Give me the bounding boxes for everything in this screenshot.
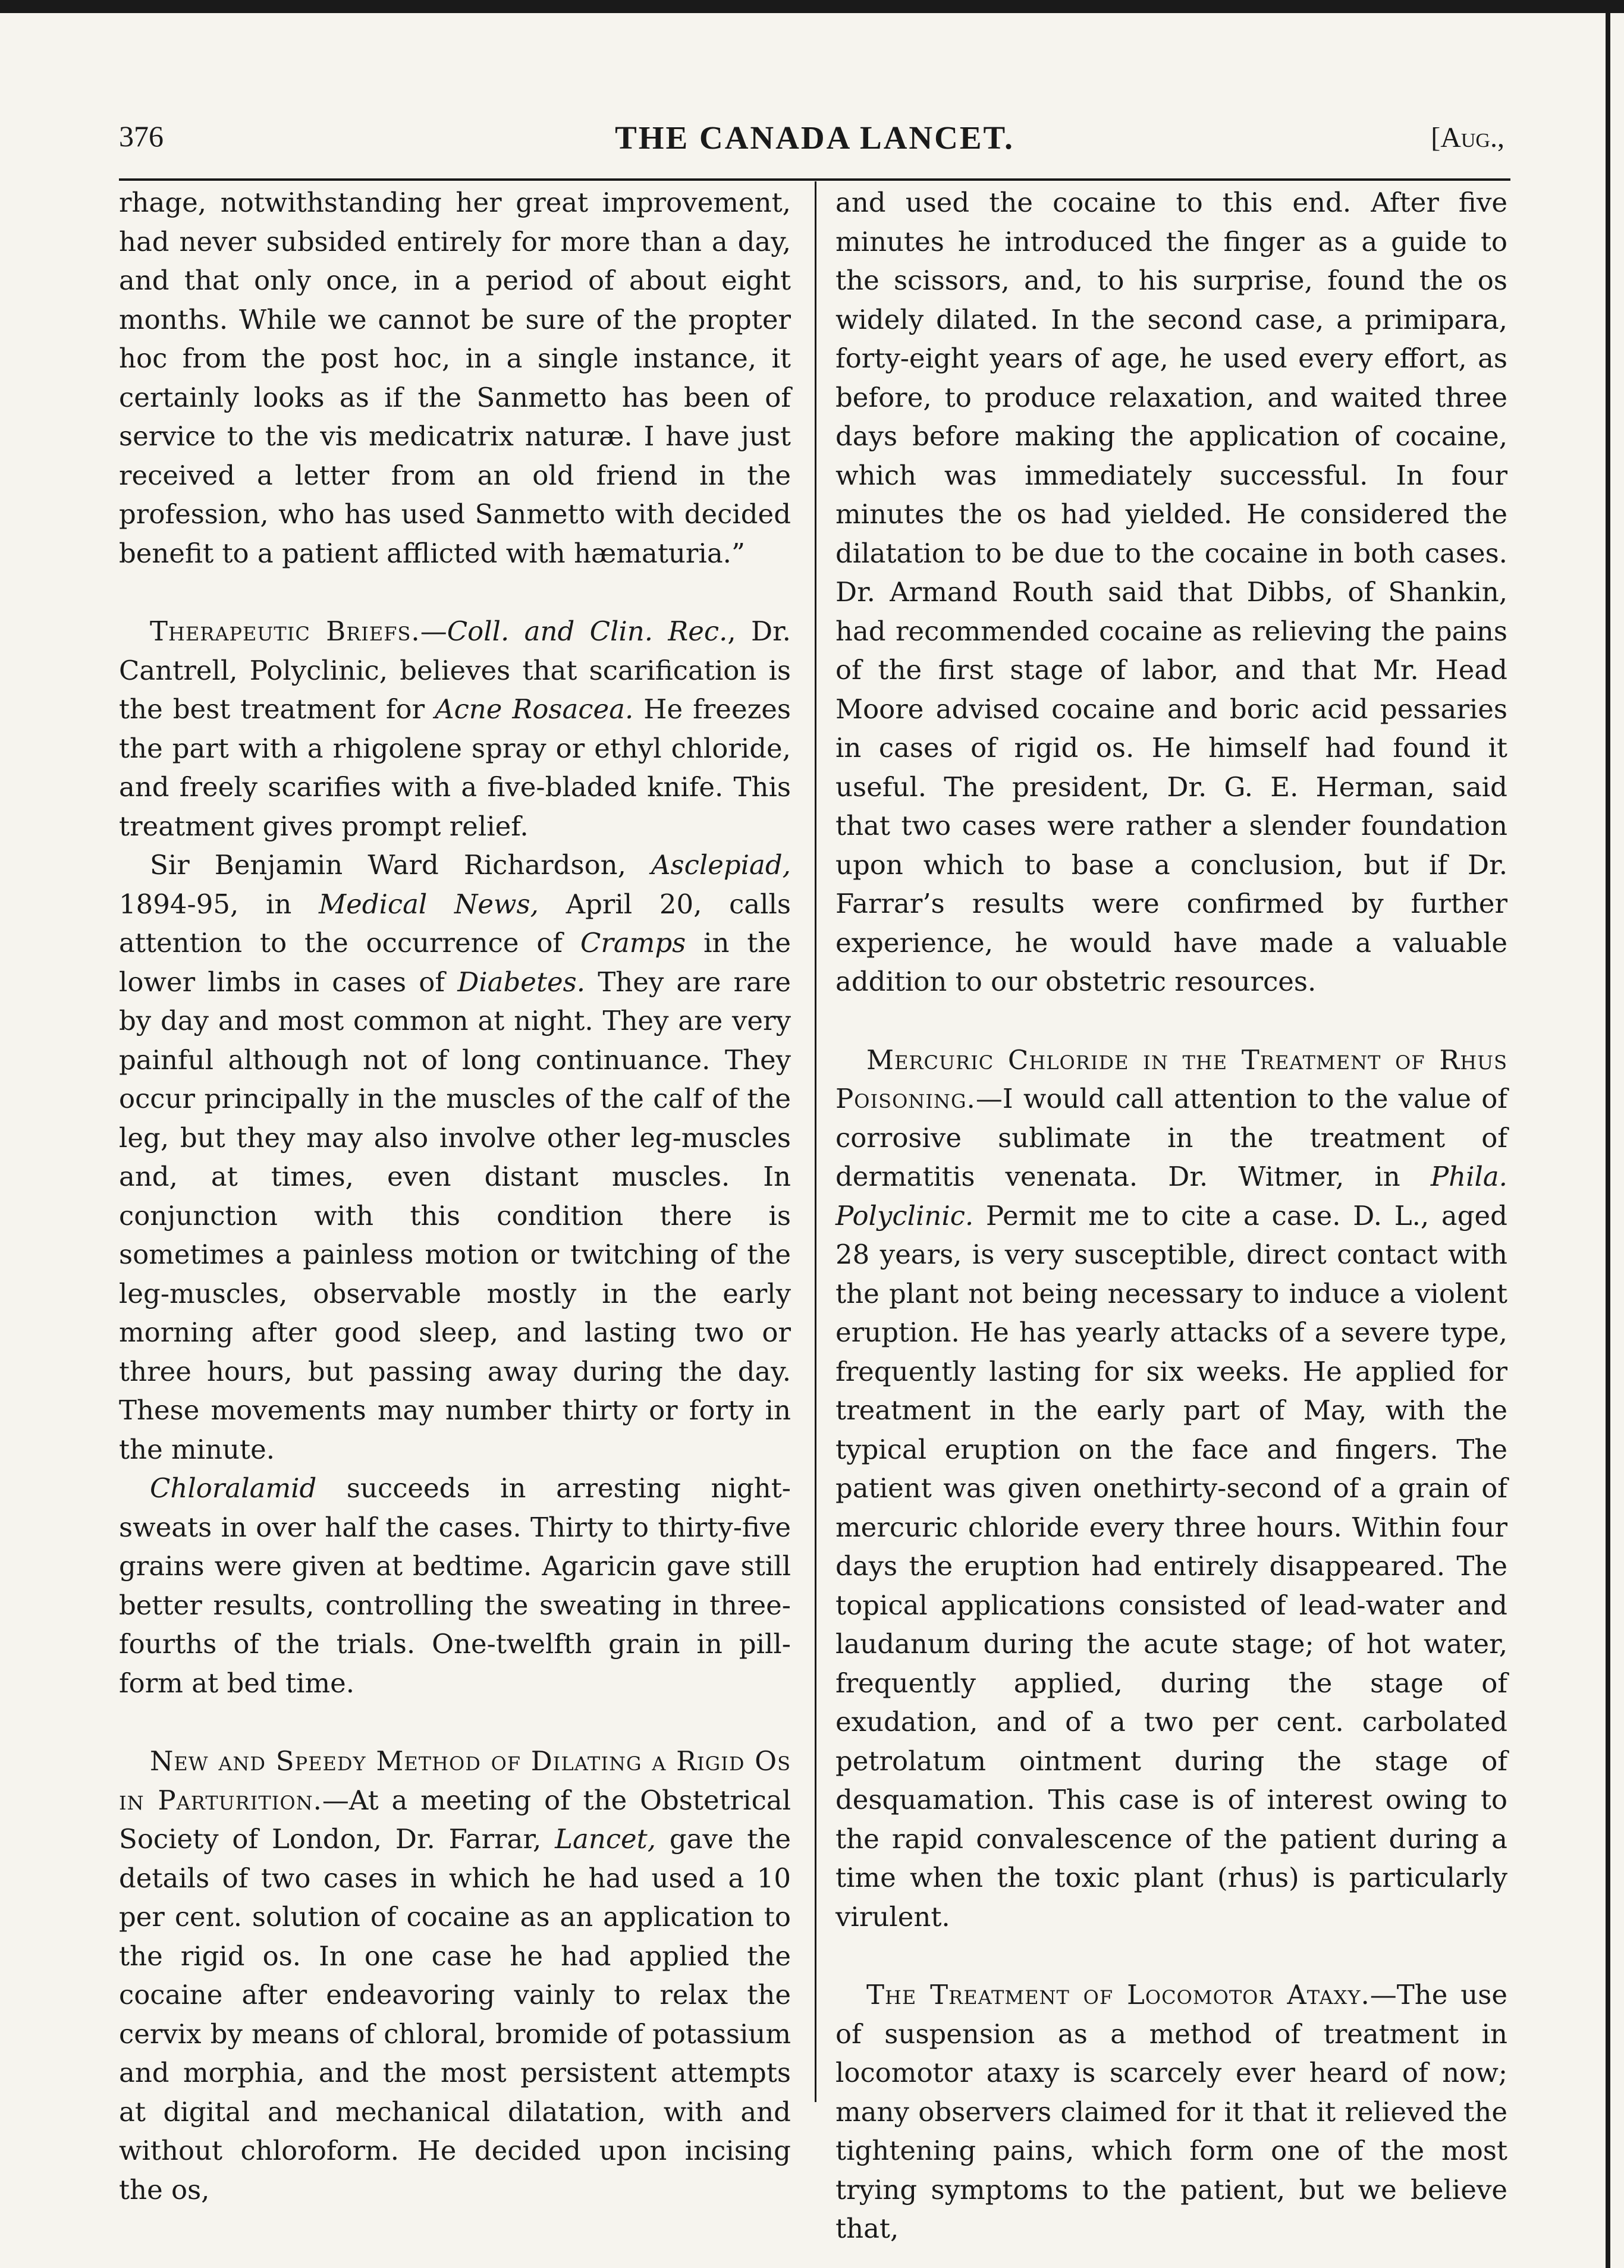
source-citation: Lancet,: [555, 1823, 656, 1855]
section-heading-dilating: New and Speedy Method of Dilating a Rigid Os in Parturition.: [119, 1745, 791, 1816]
body-text: —The use of suspension as a method of treatment in locomotor ataxy is scarcely ever heard of now; many observers claimed for it that it relieved the tightening pains, which form one of the most trying symptoms to the patient, but we believe that,: [835, 1979, 1507, 2244]
body-text: , Dr. Cantrell, Polyclinic, believes that scarification is the best treatment for: [119, 615, 791, 725]
body-text: succeeds in arresting night-sweats in over half the cases. Thirty to thirty-five grains were given at bedtime. Agaricin gave still better results, controlling the sweating in three-fourths of the trials. One-twelfth grain in pill-form at bed time.: [119, 1472, 791, 1699]
drug-term: Chloralamid: [150, 1472, 317, 1504]
right-column: [835, 183, 1507, 2248]
section-heading-mercuric: Mercuric Chloride in the Treatment of Rhus Poisoning.: [835, 1044, 1507, 1114]
page-header: [119, 113, 1510, 178]
body-text: 1894-95, in: [119, 888, 319, 920]
chloralamid-paragraph: [119, 1469, 791, 1702]
section-heading-therapeutic-briefs: Therapeutic Briefs.: [150, 615, 420, 647]
dilating-paragraph: [119, 1742, 791, 2209]
scan-top-edge: [0, 0, 1624, 13]
scan-right-edge: [1606, 0, 1610, 2268]
cocaine-continuation-paragraph: and used the cocaine to this end. After five minutes he introduced the finger as a guide to the scissors, and, to his surprise, found the os widely dilated. In the second case, a primipara, forty-eight years of age, he used every effort, as before, to produce relaxation, and waited three days before making the application of cocaine, which was immediately successful. In four minutes the os had yielded. He considered the dilatation to be due to the cocaine in both cases. Dr. Armand Routh said that Dibbs, of Shankin, had recommended cocaine as relieving the pains of the first stage of labor, and that Mr. Head Moore advised cocaine and boric acid pessaries in cases of rigid os. He himself had found it useful. The president, Dr. G. E. Herman, said that two cases were rather a slender foundation upon which to base a conclusion, but if Dr. Farrar’s results were confirmed by further experience, he would have made a valuable addition to our obstetric resources.: [835, 187, 1507, 997]
column-rule: [815, 181, 816, 2102]
source-citation: Coll. and Clin. Rec.: [447, 615, 728, 647]
body-text: April 20, calls attention to the occurrence of: [119, 888, 791, 959]
body-text: He freezes the part with a rhigolene spray or ethyl chloride, and freely scarifies with a five-bladed knife. This treatment gives prompt relief.: [119, 693, 791, 842]
source-citation: Phila. Polyclinic.: [835, 1161, 1507, 1232]
source-citation: Medical News,: [319, 888, 539, 920]
heading-dash: —: [420, 615, 447, 647]
body-text: in the lower limbs in cases of: [119, 927, 791, 998]
body-text: —At a meeting of the Obstetrical Society of London, Dr. Farrar,: [119, 1784, 791, 1855]
body-text: gave the details of two cases in which he had used a 10 per cent. solution of cocaine as an application to the rigid os. In one case he had applied the cocaine after endeavoring vainly to relax the cervix by means of chloral, bromide of potassium and morphia, and the most persistent attempts at digital and mechanical dilatation, with and without chloroform. He decided upon incising the os,: [119, 1823, 791, 2206]
mercuric-paragraph: [835, 1041, 1507, 1937]
disease-term: Diabetes.: [457, 966, 586, 998]
section-heading-ataxy: The Treatment of Locomotor Ataxy.: [866, 1979, 1370, 2011]
body-text: Sir Benjamin Ward Richardson,: [150, 849, 652, 881]
source-citation: Asclepiad,: [651, 849, 791, 881]
issue-date: [Aug.,: [1431, 122, 1504, 153]
running-head: THE CANADA LANCET.: [615, 120, 1014, 156]
sanmetto-paragraph: rhage, notwithstanding her great improvement, had never subsided entirely for more than a day, and that only once, in a period of about eight months. While we cannot be sure of the propter hoc from the post hoc, in a single instance, it certainly looks as if the Sanmetto has been of service to the vis medicatrix naturæ. I have just received a letter from an old friend in the profession, who has used Sanmetto with decided benefit to a patient afflicted with hæmaturia.”: [119, 187, 791, 569]
body-text: They are rare by day and most common at night. They are very painful although not of long continuance. They occur principally in the muscles of the calf of the leg, but they may also involve other leg-muscles and, at times, even distant muscles. In conjunction with this condition there is sometimes a painless motion or twitching of the leg-muscles, observable mostly in the early morning after good sleep, and lasting two or three hours, but passing away during the day. These movements may number thirty or forty in the minute.: [119, 966, 791, 1465]
body-text: —I would call attention to the value of corrosive sublimate in the treatment of dermatitis venenata. Dr. Witmer, in: [835, 1083, 1507, 1192]
richardson-paragraph: [119, 846, 791, 1469]
disease-term: Acne Rosacea.: [435, 693, 634, 725]
body-text: Permit me to cite a case. D. L., aged 28 years, is very susceptible, direct contact with the plant not being necessary to induce a violent eruption. He has yearly attacks of a severe type, frequently lasting for six weeks. He applied for treatment in the early part of May, with the typical eruption on the face and fingers. The patient was given onethirty-second of a grain of mercuric chloride every three hours. Within four days the eruption had entirely disappeared. The topical applications consisted of lead-water and laudanum during the acute stage; of hot water, frequently applied, during the stage of exudation, and of a two per cent. carbolated petrolatum ointment during the stage of desquamation. This case is of interest owing to the rapid convalescence of the patient during a time when the toxic plant (rhus) is particularly virulent.: [835, 1199, 1507, 1933]
therapeutic-briefs-paragraph: [119, 612, 791, 846]
ataxy-paragraph: [835, 1975, 1507, 2248]
disease-term: Cramps: [580, 927, 686, 959]
left-column: [119, 183, 791, 2209]
page-number: 376: [119, 120, 164, 153]
header-rule: [119, 178, 1510, 181]
